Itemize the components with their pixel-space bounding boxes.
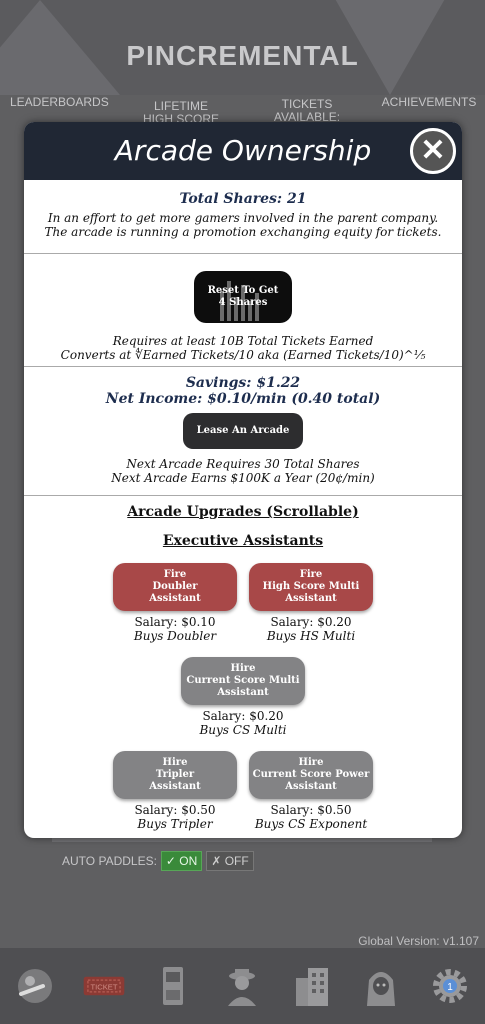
building-icon	[290, 964, 334, 1008]
assistant-doubler	[113, 563, 237, 643]
nav-agent[interactable]	[214, 958, 270, 1014]
nav-pinball[interactable]	[7, 958, 63, 1014]
assistant-cs-power	[249, 751, 373, 831]
assistants-row-2	[24, 657, 462, 737]
settings-gear-icon	[428, 964, 472, 1008]
shares-description: In an effort to get more gamers involved in the parent company. The arcade is running a promotion exchanging equity for tickets.	[44, 211, 442, 239]
assistant-buys: Buys Doubler	[133, 629, 217, 643]
assistant-salary: Salary: $0.50	[134, 803, 216, 817]
modal-header	[24, 122, 462, 180]
lease-arcade-button[interactable]: Lease An Arcade	[183, 413, 303, 449]
modal-title: Arcade Ownership	[114, 134, 372, 167]
assistant-buys: Buys CS Exponent	[254, 817, 368, 831]
upgrades-heading: Arcade Upgrades (Scrollable)	[127, 504, 359, 520]
reset-requirement: Requires at least 10B Total Tickets Earned	[112, 334, 374, 348]
hire-tripler-assistant-button[interactable]: Hire Tripler Assistant	[113, 751, 237, 799]
hacker-icon	[359, 964, 403, 1008]
reset-button-line2: 4 Shares	[218, 297, 268, 308]
next-arcade-earnings: Next Arcade Earns $100K a Year (20¢/min)	[111, 471, 375, 485]
arcade-ownership-modal	[24, 122, 462, 838]
pinball-icon	[13, 964, 57, 1008]
assistant-buys: Buys HS Multi	[266, 629, 356, 643]
game-title: PINCREMENTAL	[126, 40, 359, 71]
nav-company[interactable]	[284, 958, 340, 1014]
nav-tickets[interactable]	[76, 958, 132, 1014]
fire-hs-multi-assistant-button[interactable]: Fire High Score Multi Assistant	[249, 563, 373, 611]
upgrades-section[interactable]	[24, 496, 462, 831]
leaderboards-link[interactable]: LEADERBOARDS	[10, 95, 109, 109]
achievements-link[interactable]: ACHIEVEMENTS	[381, 95, 477, 109]
arcade-cabinet-icon	[151, 964, 195, 1008]
tickets-available-label: TICKETS AVAILABLE:	[273, 98, 341, 122]
hire-cs-multi-assistant-button[interactable]: Hire Current Score Multi Assistant	[181, 657, 305, 705]
reset-section	[24, 254, 462, 367]
assistant-salary: Salary: $0.20	[270, 615, 352, 629]
svg-text:1: 1	[447, 982, 454, 993]
assistant-tripler	[113, 751, 237, 831]
assistant-salary: Salary: $0.20	[202, 709, 284, 723]
savings-section	[24, 367, 462, 496]
fire-doubler-assistant-button[interactable]: Fire Doubler Assistant	[113, 563, 237, 611]
svg-text:TICKET: TICKET	[90, 982, 118, 992]
assistant-hs-multi	[249, 563, 373, 643]
auto-paddles-on-toggle[interactable]: ✓ ON	[161, 851, 202, 871]
nav-hacker[interactable]	[353, 958, 409, 1014]
spy-agent-icon	[220, 964, 264, 1008]
reset-for-shares-button[interactable]	[194, 271, 292, 323]
assistants-row-3	[24, 751, 462, 831]
assistant-buys: Buys CS Multi	[199, 723, 287, 737]
auto-paddles-control	[62, 851, 254, 871]
version-label: Global Version: v1.107	[358, 934, 479, 948]
assistant-salary: Salary: $0.10	[134, 615, 216, 629]
bottom-nav	[0, 948, 485, 1024]
close-icon: ✕	[420, 134, 446, 167]
assistant-salary: Salary: $0.50	[270, 803, 352, 817]
assistant-buys: Buys Tripler	[137, 817, 213, 831]
savings-value: Savings: $1.22	[185, 375, 301, 391]
auto-paddles-off-toggle[interactable]: ✗ OFF	[206, 851, 253, 871]
close-button[interactable]	[410, 128, 456, 174]
auto-paddles-label: AUTO PADDLES:	[62, 854, 157, 868]
shares-section	[24, 180, 462, 254]
nav-arcade[interactable]	[145, 958, 201, 1014]
executive-assistants-heading: Executive Assistants	[162, 533, 324, 549]
total-shares: Total Shares: 21	[179, 191, 307, 207]
ticket-icon	[82, 964, 126, 1008]
reset-button-line1: Reset To Get	[207, 285, 279, 296]
nav-settings[interactable]	[422, 958, 478, 1014]
lifetime-high-score-label: LIFETIME HIGH SCORE	[142, 100, 219, 122]
assistant-cs-multi	[181, 657, 305, 737]
hire-cs-power-assistant-button[interactable]: Hire Current Score Power Assistant	[249, 751, 373, 799]
reset-conversion-formula: Converts at ∜Earned Tickets/10 aka (Earned Tickets/10)^⅕	[60, 348, 426, 362]
next-arcade-requirement: Next Arcade Requires 30 Total Shares	[126, 457, 360, 471]
assistants-row-1	[24, 563, 462, 643]
net-income-value: Net Income: $0.10/min (0.40 total)	[105, 391, 381, 407]
